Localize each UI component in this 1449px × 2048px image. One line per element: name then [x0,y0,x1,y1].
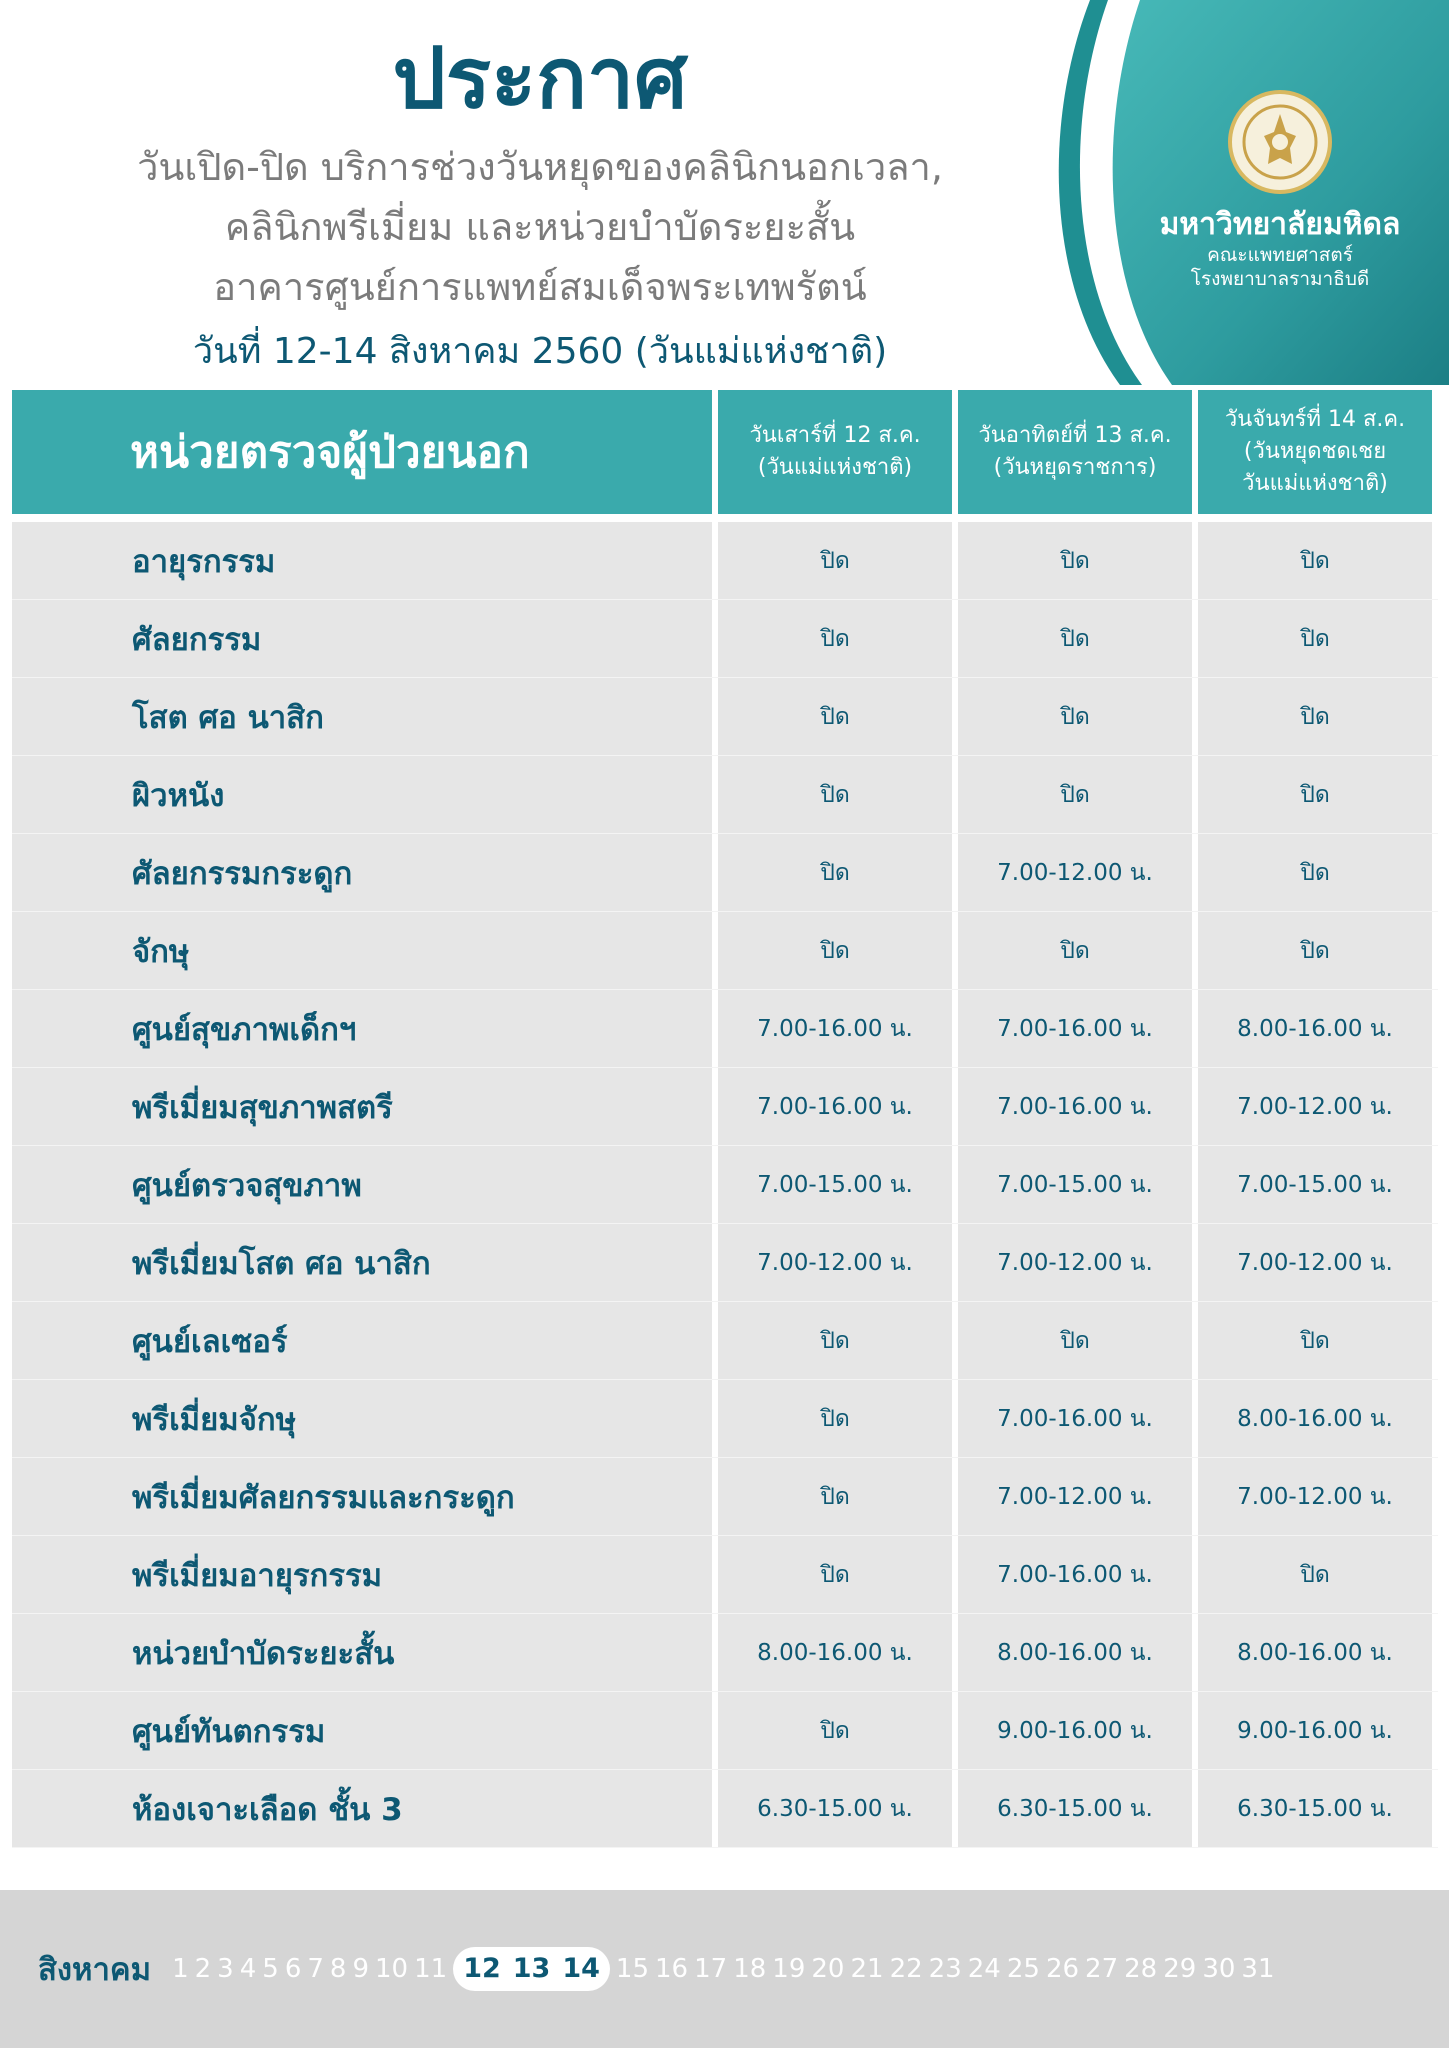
calendar-month: สิงหาคม [38,1952,152,1988]
calendar-day: 11 [414,1954,448,1984]
table-row [12,600,1438,678]
table-row [12,522,1438,600]
sun-hours: 9.00-16.00 น. [958,1692,1192,1769]
table-row [12,1146,1438,1224]
subtitle-line-2: คลินิกพรีเมี่ยม และหน่วยบำบัดระยะสั้น [224,205,856,249]
unit-name: ศูนย์เลเซอร์ [12,1302,712,1379]
table-row [12,990,1438,1068]
calendar-day: 13 [512,1953,551,1984]
unit-name: ศัลยกรรมกระดูก [12,834,712,911]
subtitle-line-1: วันเปิด-ปิด บริการช่วงวันหยุดของคลินิกนอกเวลา, [137,145,943,189]
calendar-day: 20 [811,1954,845,1984]
highlighted-days [453,1947,610,1991]
sat-hours: ปิด [718,1536,952,1613]
mon-hours: 7.00-12.00 น. [1198,1458,1432,1535]
calendar-day: 1 [172,1954,189,1984]
sun-hours: ปิด [958,522,1192,599]
calendar-day: 12 [463,1953,501,1984]
table-body [12,522,1438,1848]
mon-hours: ปิด [1198,678,1432,755]
unit-name: จักษุ [12,912,712,989]
calendar-day: 23 [928,1954,962,1984]
sun-hours: ปิด [958,912,1192,989]
mon-hours: 8.00-16.00 น. [1198,990,1432,1067]
mon-hours: 6.30-15.00 น. [1198,1770,1432,1847]
sun-hours: 8.00-16.00 น. [958,1614,1192,1691]
sun-hours: 7.00-16.00 น. [958,1380,1192,1457]
unit-name: ศูนย์ตรวจสุขภาพ [12,1146,712,1223]
calendar-day: 18 [733,1954,767,1984]
mon-hours: ปิด [1198,1536,1432,1613]
mon-hours: ปิด [1198,756,1432,833]
sun-hours: 7.00-16.00 น. [958,990,1192,1067]
sun-hours: 7.00-16.00 น. [958,1068,1192,1145]
table-row [12,1614,1438,1692]
faculty-name: คณะแพทยศาสตร์ [1207,243,1353,266]
subtitle-line-3: อาคารศูนย์การแพทย์สมเด็จพระเทพรัตน์ [213,265,867,309]
calendar-day: 24 [967,1954,1001,1984]
unit-name: พรีเมี่ยมโสต ศอ นาสิก [12,1224,712,1301]
sat-hours: 8.00-16.00 น. [718,1614,952,1691]
calendar-day: 31 [1241,1954,1275,1984]
sun-hours: 7.00-16.00 น. [958,1536,1192,1613]
calendar-day: 17 [694,1954,728,1984]
mon-hours: ปิด [1198,1302,1432,1379]
unit-name: โสต ศอ นาสิก [12,678,712,755]
sun-hours: ปิด [958,756,1192,833]
sat-hours: 7.00-12.00 น. [718,1224,952,1301]
month-calendar-strip [38,1945,1278,1993]
sun-hours: 7.00-12.00 น. [958,1458,1192,1535]
sat-hours: ปิด [718,912,952,989]
unit-name: พรีเมี่ยมจักษุ [12,1380,712,1457]
sat-hours: ปิด [718,756,952,833]
header-gap [12,514,1438,522]
calendar-day: 10 [375,1954,409,1984]
unit-name: ผิวหนัง [12,756,712,833]
calendar-day: 8 [329,1954,347,1984]
sun-hours: ปิด [958,678,1192,755]
table-row [12,678,1438,756]
mon-hours: 7.00-12.00 น. [1198,1224,1432,1301]
unit-name: พรีเมี่ยมสุขภาพสตรี [12,1068,712,1145]
sat-hours: 6.30-15.00 น. [718,1770,952,1847]
calendar-day: 29 [1163,1954,1197,1984]
calendar-day: 27 [1085,1954,1119,1984]
sat-hours: ปิด [718,678,952,755]
announcement-date: วันที่ 12-14 สิงหาคม 2560 (วันแม่แห่งชาติ) [192,331,888,372]
calendar-day: 9 [352,1954,369,1984]
calendar-day: 25 [1006,1954,1040,1984]
unit-name: ศูนย์ทันตกรรม [12,1692,712,1769]
mon-hours: 7.00-12.00 น. [1198,1068,1432,1145]
calendar-day: 28 [1124,1954,1158,1984]
mon-hours: 7.00-15.00 น. [1198,1146,1432,1223]
mon-hours: ปิด [1198,912,1432,989]
schedule-table [12,390,1438,1848]
calendar-day: 19 [772,1954,806,1984]
calendar-day: 6 [284,1954,302,1984]
mon-hours: ปิด [1198,600,1432,677]
day-header-sun: วันอาทิตย์ที่ 13 ส.ค. (วันหยุดราชการ) [958,390,1192,514]
university-logo [1130,90,1430,292]
sun-hours: 6.30-15.00 น. [958,1770,1192,1847]
sat-hours: ปิด [718,1302,952,1379]
calendar-day: 26 [1045,1954,1080,1984]
calendar-day: 3 [217,1954,234,1984]
unit-name: ศูนย์สุขภาพเด็กฯ [12,990,712,1067]
sat-hours: 7.00-15.00 น. [718,1146,952,1223]
unit-name: หน่วยบำบัดระยะสั้น [12,1614,712,1691]
calendar-day: 5 [262,1954,279,1984]
calendar-day: 2 [194,1954,212,1984]
sat-hours: ปิด [718,600,952,677]
sat-hours: ปิด [718,522,952,599]
calendar-days [169,1947,1277,1991]
sat-hours: ปิด [718,1692,952,1769]
mon-hours: 8.00-16.00 น. [1198,1380,1432,1457]
table-row [12,1068,1438,1146]
unit-name: อายุรกรรม [12,522,712,599]
page-title: ประกาศ [392,29,688,127]
sun-hours: 7.00-15.00 น. [958,1146,1192,1223]
calendar-day: 14 [562,1953,600,1984]
sun-hours: 7.00-12.00 น. [958,1224,1192,1301]
table-row [12,756,1438,834]
sat-hours: ปิด [718,1380,952,1457]
day-header-mon: วันจันทร์ที่ 14 ส.ค. (วันหยุดชดเชย วันแม่แห่งชาติ) [1198,390,1432,514]
unit-column-header: หน่วยตรวจผู้ป่วยนอก [12,390,712,514]
table-header [12,390,1438,514]
calendar-day: 7 [307,1954,324,1984]
sun-hours: ปิด [958,600,1192,677]
unit-name: พรีเมี่ยมอายุรกรรม [12,1536,712,1613]
table-row [12,912,1438,990]
mon-hours: ปิด [1198,522,1432,599]
unit-name: ศัลยกรรม [12,600,712,677]
table-row [12,834,1438,912]
calendar-day: 15 [615,1954,650,1984]
calendar-footer [0,1890,1449,2048]
table-row [12,1224,1438,1302]
calendar-day: 4 [239,1954,257,1984]
table-row [12,1692,1438,1770]
table-row [12,1770,1438,1848]
calendar-day: 16 [655,1954,689,1984]
sat-hours: ปิด [718,834,952,911]
calendar-day: 22 [889,1954,923,1984]
sat-hours: ปิด [718,1458,952,1535]
unit-name: พรีเมี่ยมศัลยกรรมและกระดูก [12,1458,712,1535]
mon-hours: ปิด [1198,834,1432,911]
table-row [12,1302,1438,1380]
sun-hours: ปิด [958,1302,1192,1379]
calendar-day: 21 [850,1954,884,1984]
announcement-header [0,0,1449,385]
table-row [12,1380,1438,1458]
calendar-day: 30 [1202,1954,1236,1984]
sat-hours: 7.00-16.00 น. [718,990,952,1067]
table-row [12,1458,1438,1536]
mon-hours: 9.00-16.00 น. [1198,1692,1432,1769]
table-row [12,1536,1438,1614]
university-name: มหาวิทยาลัยมหิดล [1159,207,1401,242]
unit-name: ห้องเจาะเลือด ชั้น 3 [12,1770,712,1847]
sat-hours: 7.00-16.00 น. [718,1068,952,1145]
mon-hours: 8.00-16.00 น. [1198,1614,1432,1691]
day-header-sat: วันเสาร์ที่ 12 ส.ค. (วันแม่แห่งชาติ) [718,390,952,514]
sun-hours: 7.00-12.00 น. [958,834,1192,911]
hospital-name: โรงพยาบาลรามาธิบดี [1190,268,1370,291]
mahidol-seal-icon [1228,90,1332,194]
